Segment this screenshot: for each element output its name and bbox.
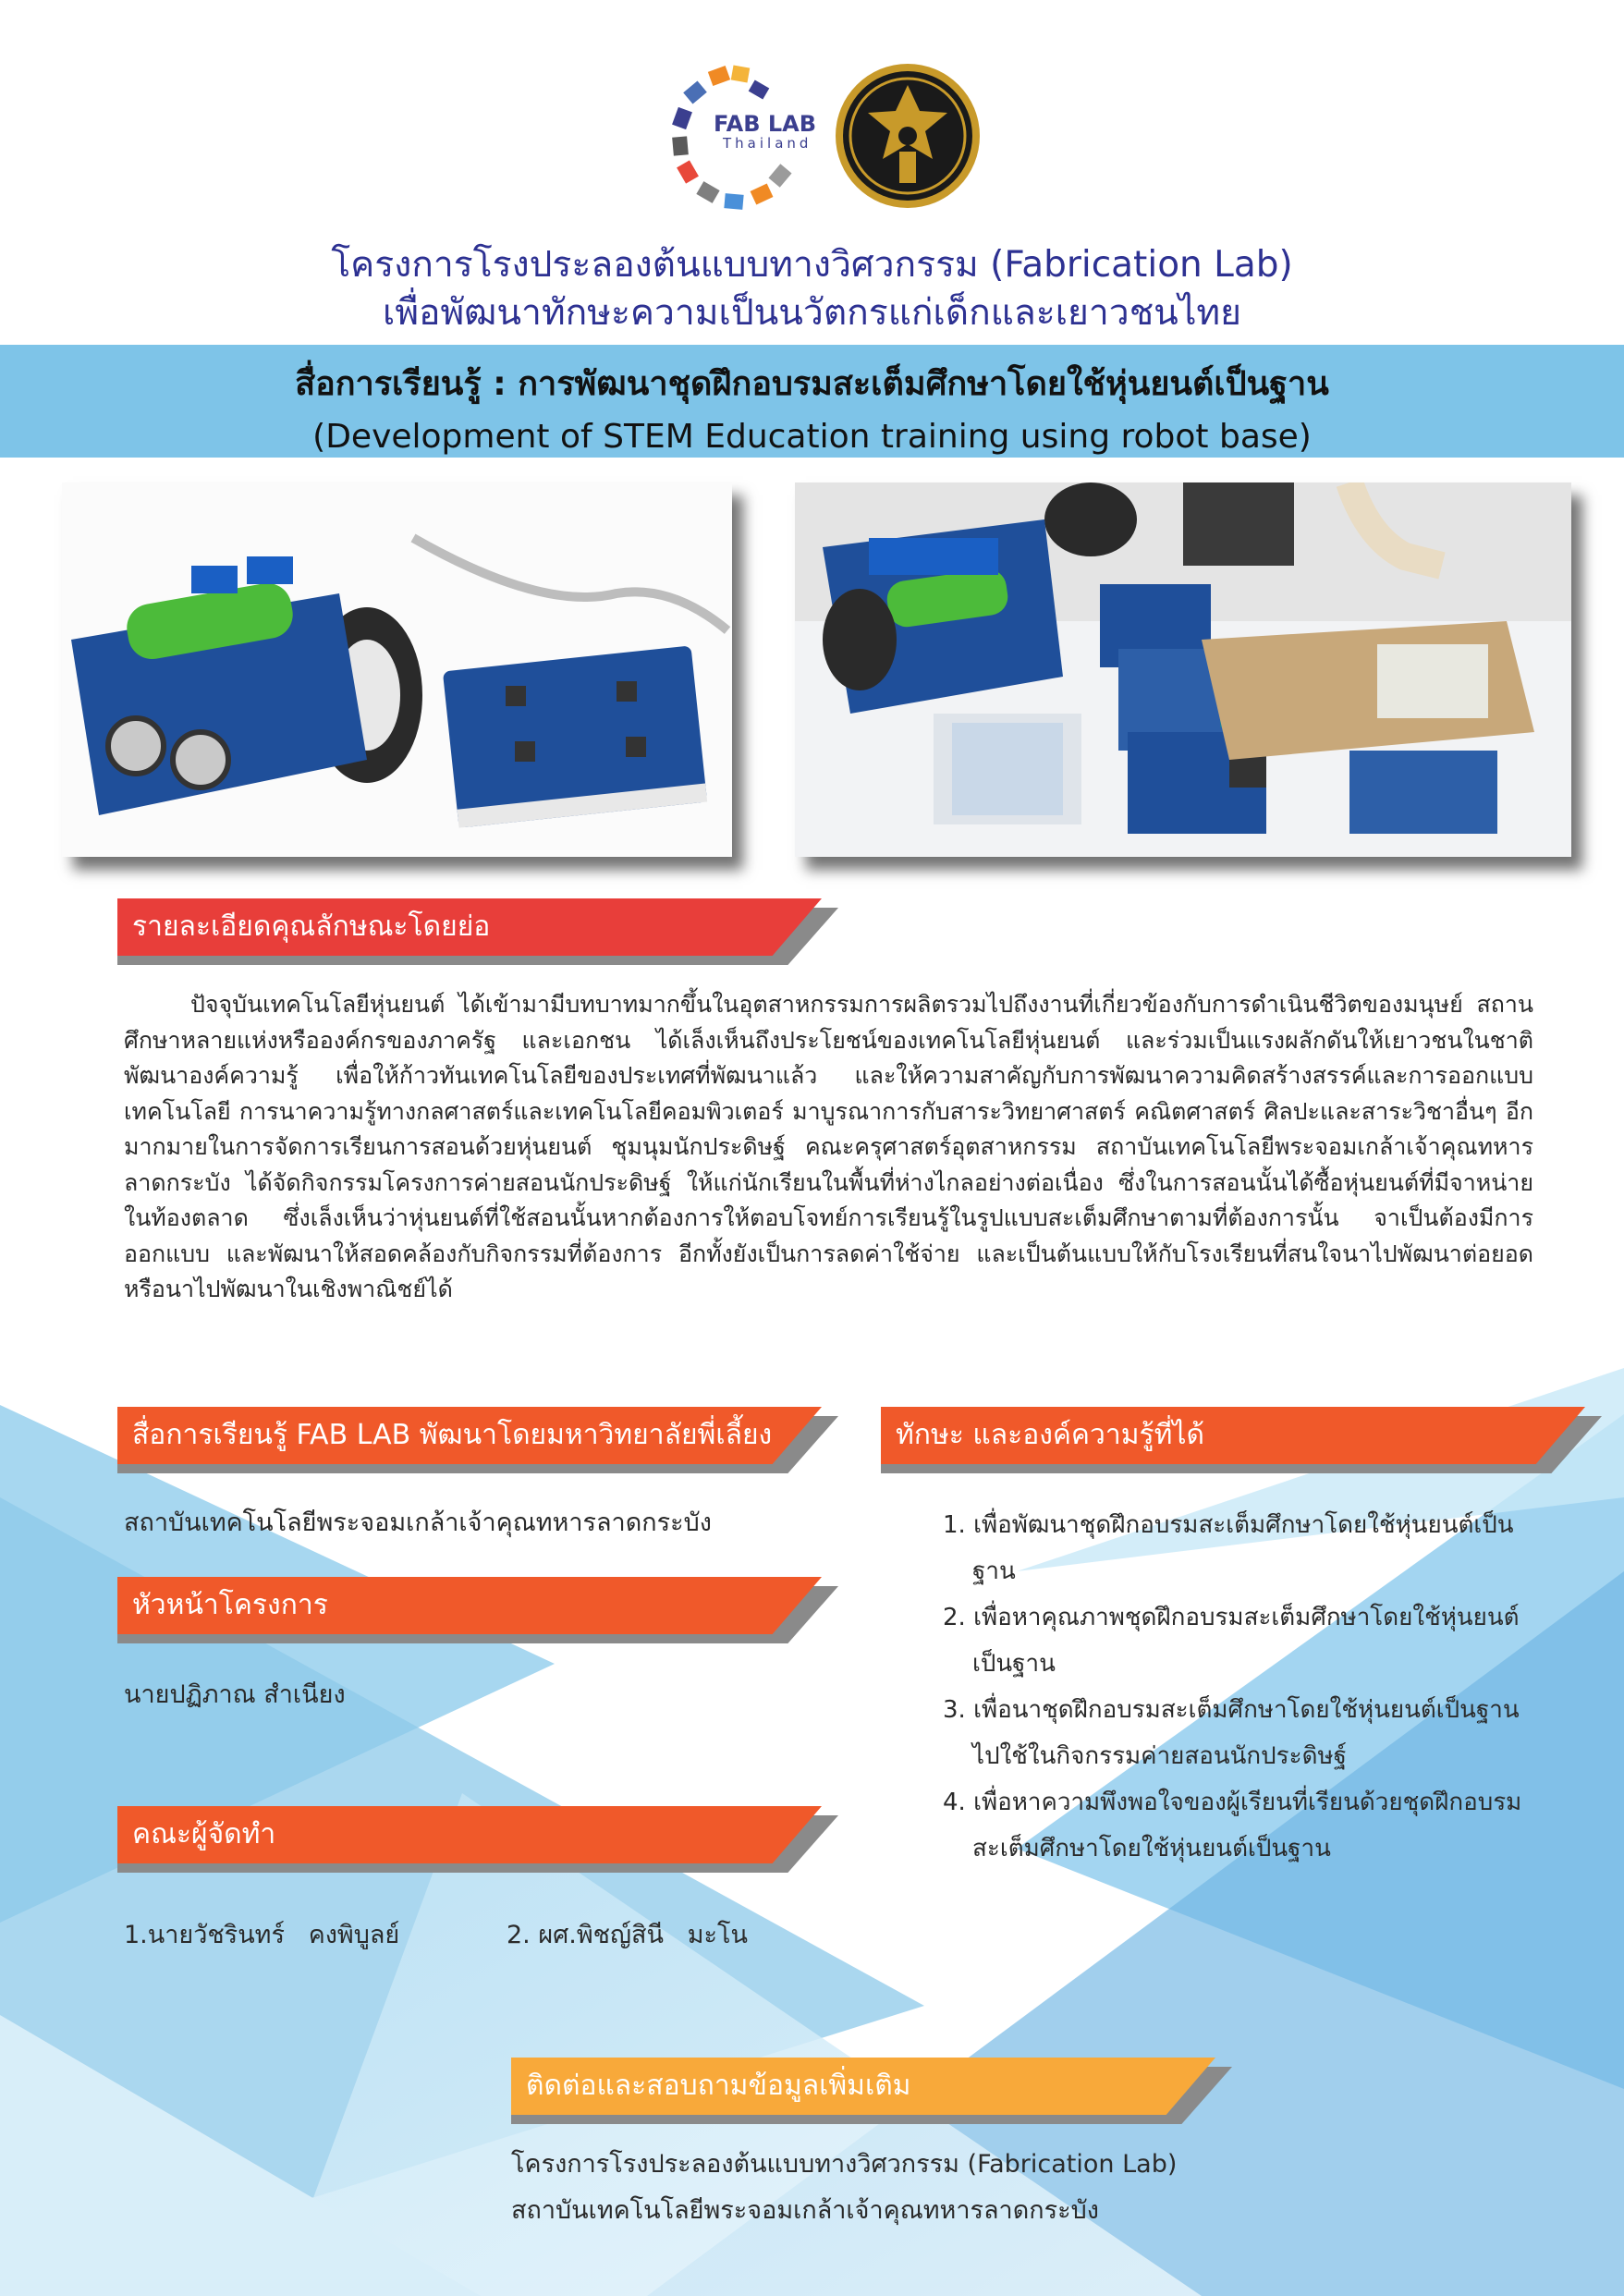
project-leader-name: นายปฏิภาณ สำเนียง <box>124 1680 346 1709</box>
fab-lab-logo-subtext: Thailand <box>723 135 812 152</box>
subtitle-thai: สื่อการเรียนรู้ : การพัฒนาชุดฝึกอบรมสะเต็มศึกษาโดยใช้หุ่นยนต์เป็นฐาน <box>295 365 1329 403</box>
summary-text: ปัจจุบันเทคโนโลยีหุ่นยนต์ ได้เข้ามามีบทบาทมากขึ้นในอุตสาหกรรมการผลิตรวมไปถึงงานที่เกี่ยวข้องกับการดำเนินชีวิตของมนุษย์ สถานศึกษาหลายแห่งหรือองค์กรของภาครัฐ และเอกชน ได้เล็งเห็นถึงประโยชน์ของเทคโนโลยีหุ่นยนต์ และร่วมเป็นแรงผลักดันให้เยาวชนในชาติ พัฒนาองค์ความรู้ เพื่อให้ก้าวทันเทคโนโลยีของประเทศที่พัฒนาแล้ว และให้ความสาคัญกับการพัฒนาความคิดสร้างสรรค์และการออกแบบเทคโนโลยี การนาความรู้ทางกลศาสตร์และเทคโนโลยีคอมพิวเตอร์ มาบูรณาการกับสาระวิทยาศาสตร์ คณิตศาสตร์ ศิลปะและสาระวิชาอื่นๆ อีกมากมายในการจัดการเรียนการสอนด้วยหุ่นยนต์ ชุมนุมนักประดิษฐ์ คณะครุศาสตร์อุตสาหกรรม สถาบันเทคโนโลยีพระจอมเกล้าเจ้าคุณทหารลาดกระบัง ได้จัดกิจกรรมโครงการค่ายสอนนักประดิษฐ์ ให้แก่นักเรียนในพื้นที่ห่างไกลอย่างต่อเนื่อง ซึ่งในการสอนนั้นได้ซื้อหุ่นยนต์ที่มีจาหน่ายในท้องตลาด ซึ่งเล็งเห็นว่าหุ่นยนต์ที่ใช้สอนนั้นหากต้องการให้ตอบโจทย์การเรียนรู้ในรูปแบบสะเต็มศึกษาตามที่ต้องการนั้น จาเป็นต้องมีการออกแบบ และพัฒนาให้สอดคล้องกับกิจกรรมที่ต้องการ อีกทั้งยังเป็นการลดค่าใช้จ่าย และเป็นต้นแบบให้กับโรงเรียนที่สนใจนาไปพัฒนาต่อยอด หรือนาไปพัฒนาในเชิงพาณิชย์ได้ <box>124 991 1533 1302</box>
robot-kit-components-photo <box>795 482 1571 857</box>
mentor-university-name: สถาบันเทคโนโลยีพระจอมเกล้าเจ้าคุณทหารลาดกระบัง <box>124 1508 712 1537</box>
leader-section-heading: หัวหน้าโครงการ <box>132 1589 328 1621</box>
contact-section-heading: ติดต่อและสอบถามข้อมูลเพิ่มเติม <box>526 2070 911 2102</box>
summary-section-heading: รายละเอียดคุณลักษณะโดยย่อ <box>132 910 491 943</box>
contact-line-1: โครงการโรงประลองต้นแบบทางวิศวกรรม (Fabrication Lab) <box>511 2150 1178 2179</box>
team-section-heading: คณะผู้จัดทำ <box>132 1818 276 1850</box>
team-member-2: 2. ผศ.พิชญ์สินี มะโน <box>507 1921 748 1949</box>
mentor-section-heading: สื่อการเรียนรู้ FAB LAB พัฒนาโดยมหาวิทยาลัยพี่เลี้ยง <box>132 1419 773 1451</box>
team-member-1: 1.นายวัชรินทร์ คงพิบูลย์ <box>124 1921 400 1949</box>
skills-section-header <box>881 1407 1585 1464</box>
contact-section-header <box>511 2058 1215 2115</box>
page-title-line2: เพื่อพัฒนาทักษะความเป็นนวัตกรแก่เด็กและเยาวชนไทย <box>382 292 1241 334</box>
skills-section-heading: ทักษะ และองค์ความรู้ที่ได้ <box>896 1419 1204 1451</box>
list-item: 3. เพื่อนาชุดฝึกอบรมสะเต็มศึกษาโดยใช้หุ่นยนต์เป็นฐานไปใช้ในกิจกรรมค่ายสอนนักประดิษฐ์ <box>943 1696 1520 1770</box>
university-seal-icon <box>835 63 981 209</box>
subtitle-english: (Development of STEM Education training using robot base) <box>312 418 1312 456</box>
mentor-section-header <box>117 1407 822 1464</box>
list-item: 1. เพื่อพัฒนาชุดฝึกอบรมสะเต็มศึกษาโดยใช้หุ่นยนต์เป็นฐาน <box>943 1511 1514 1585</box>
list-item: 4. เพื่อหาความพึงพอใจของผู้เรียนที่เรียนด้วยชุดฝึกอบรมสะเต็มศึกษาโดยใช้หุ่นยนต์เป็นฐาน <box>943 1789 1522 1862</box>
robot-car-photo <box>62 482 732 857</box>
summary-paragraph <box>124 987 1533 1308</box>
summary-section-header <box>117 898 822 956</box>
team-section-header <box>117 1806 822 1863</box>
list-item: 2. เพื่อหาคุณภาพชุดฝึกอบรมสะเต็มศึกษาโดยใช้หุ่นยนต์เป็นฐาน <box>943 1604 1520 1678</box>
page-title-line1: โครงการโรงประลองต้นแบบทางวิศวกรรม (Fabrication Lab) <box>331 244 1293 286</box>
leader-section-header <box>117 1577 822 1634</box>
skills-list <box>943 1502 1544 1872</box>
fab-lab-logo-text: FAB LAB <box>714 111 817 137</box>
contact-line-2: สถาบันเทคโนโลยีพระจอมเกล้าเจ้าคุณทหารลาดกระบัง <box>511 2196 1099 2225</box>
